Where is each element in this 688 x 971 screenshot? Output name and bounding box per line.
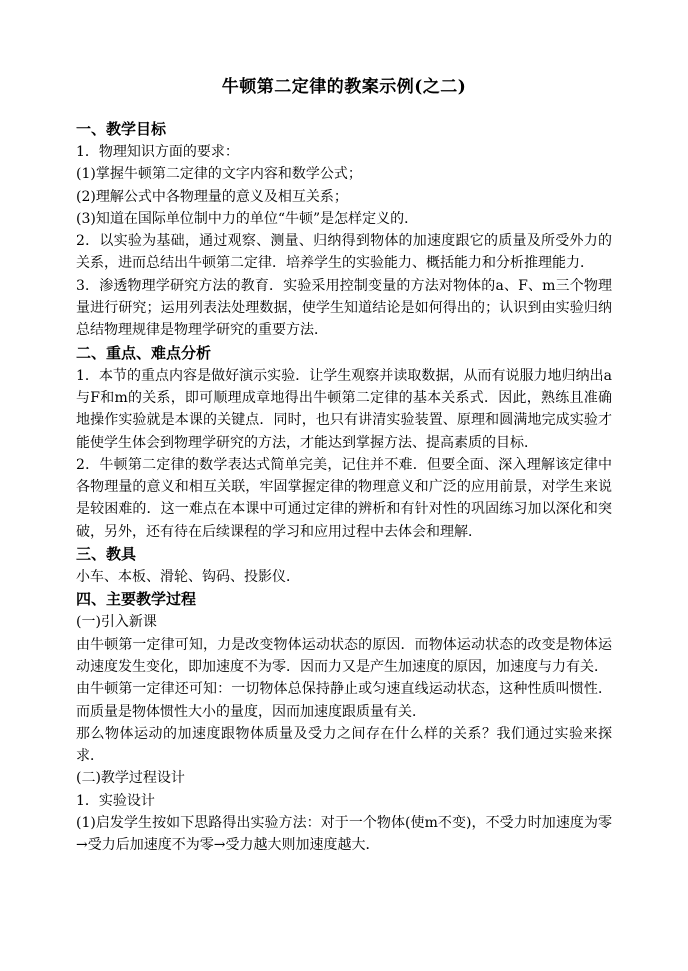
paragraph: 1．物理知识方面的要求： [76,144,239,160]
paragraph: 那么物体运动的加速度跟物体质量及受力之间存在什么样的关系？我们通过实验来探求． [76,725,612,765]
document-page [76,72,612,857]
paragraph: 2．以实验为基础，通过观察、测量、归纳得到物体的加速度跟它的质量及所受外力的关系，进而总结出牛顿第二定律．培养学生的实验能力、概括能力和分析推理能力． [76,233,612,272]
heading-teaching-aids: 三、教具 [76,545,137,564]
paragraph: (1)掌握牛顿第二定律的文字内容和数学公式； [76,166,362,183]
paragraph: 3．渗透物理学研究方法的教育．实验采用控制变量的方法对物体的a、F、m三个物理量进行研究；运用列表法处理数据，使学生知道结论是如何得出的；认识到由实验归纳总结物理规律是物理学研究的重要方法． [76,277,612,339]
document-title: 牛顿第二定律的教案示例(之二) [221,77,467,97]
paragraph: (3)知道在国际单位制中力的单位“牛顿”是怎样定义的． [76,210,419,227]
paragraph: 2．牛顿第二定律的数学表达式简单完美，记住并不难．但要全面、深入理解该定律中各物理量的意义和相互关联，牢固掌握定律的物理意义和广泛的应用前景，对学生来说是较困难的．这一难点在本课中可通过定律的辨析和有针对性的巩固练习加以深化和突破，另外，还有待在后续课程的学习和应用过程中去体会和理解． [76,456,612,540]
heading-key-difficult-points: 二、重点、难点分析 [76,343,212,362]
paragraph: 1．实验设计 [76,792,155,809]
paragraph: (2)理解公式中各物理量的意义及相互关系； [76,188,348,205]
paragraph: (二)教学过程设计 [76,770,185,787]
paragraph: (一)引入新课 [76,614,157,631]
paragraph: 1．本节的重点内容是做好演示实验．让学生观察并读取数据，从而有说服力地归纳出a与F和m的关系，即可顺理成章地得出牛顿第二定律的基本关系式．因此，熟练且准确地操作实验就是本课的关键点．同时，也只有讲清实验装置、原理和圆满地完成实验才能使学生体会到物理学研究的方法，才能达到掌握方法、提高素质的目标． [76,367,612,451]
paragraph: 由牛顿第一定律可知，力是改变物体运动状态的原因．而物体运动状态的改变是物体运动速度发生变化，即加速度不为零．因而力又是产生加速度的原因，加速度与力有关． [76,636,612,675]
heading-teaching-goals: 一、教学目标 [76,120,167,138]
paragraph: 小车、本板、滑轮、钩码、投影仪． [76,569,300,586]
paragraph: (1)启发学生按如下思路得出实验方法：对于一个物体(使m不变)，不受力时加速度为零→受力后加速度不为零→受力越大则加速度越大． [76,815,612,854]
paragraph: 由牛顿第一定律还可知：一切物体总保持静止或匀速直线运动状态，这种性质叫惯性．而质量是物体惯性大小的量度，因而加速度跟质量有关． [76,681,612,720]
heading-teaching-process: 四、主要教学过程 [76,590,197,609]
